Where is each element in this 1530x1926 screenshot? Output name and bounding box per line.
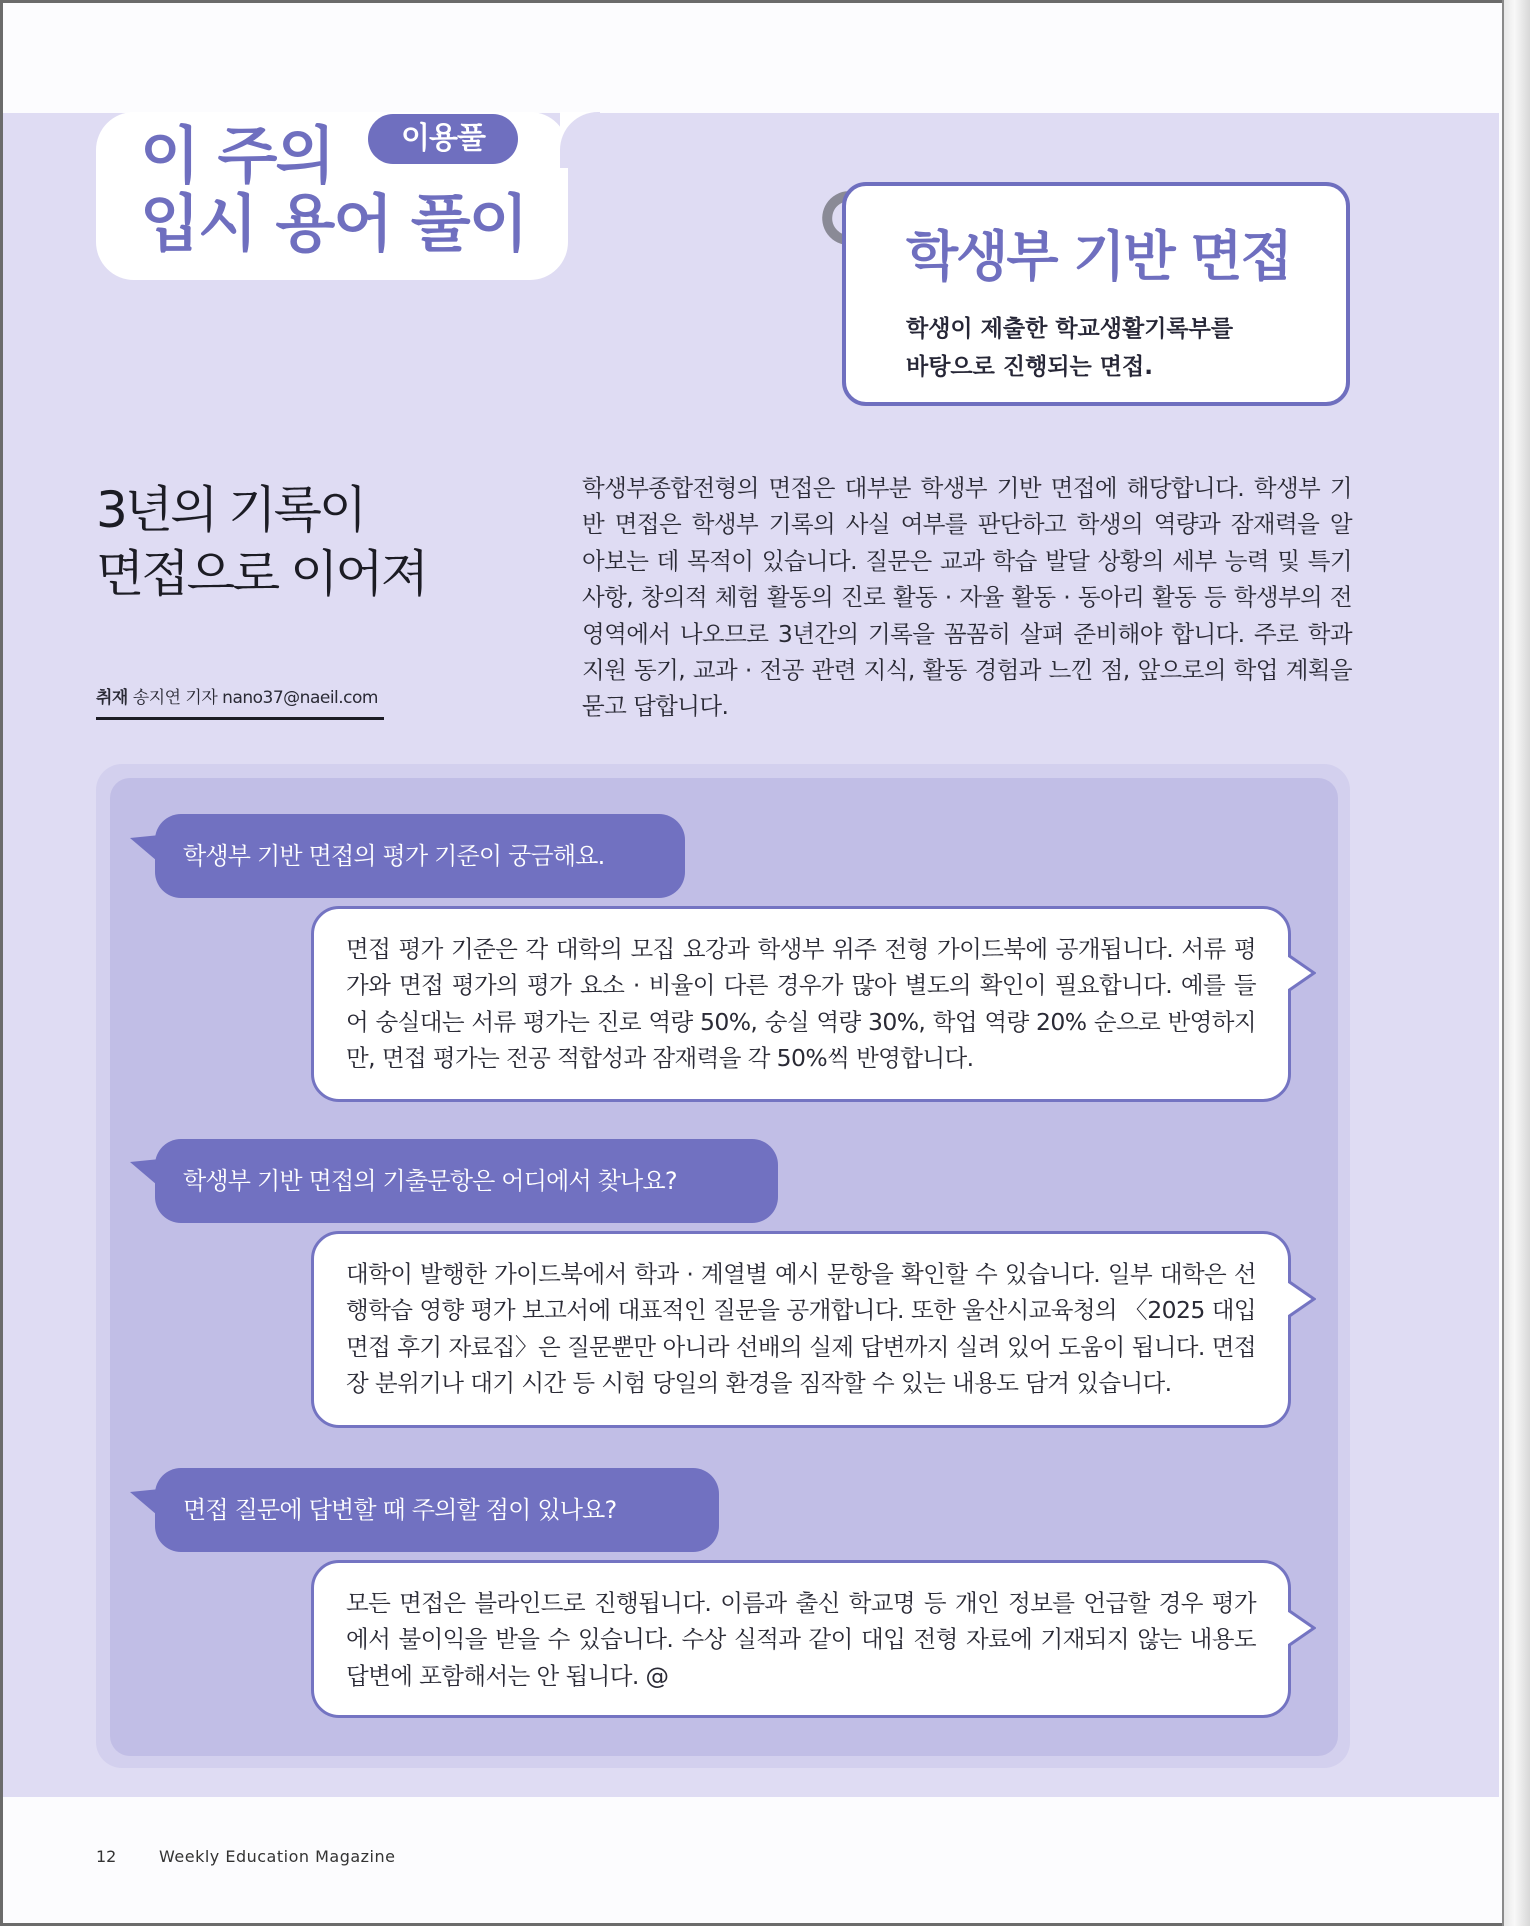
answer-line: 어 숭실대는 서류 평가는 진로 역량 50%, 숭실 역량 30%, 학업 역량 20% 순으로 반영하지	[346, 1007, 1256, 1036]
intro-line: 학생부종합전형의 면접은 대부분 학생부 기반 면접에 해당합니다. 학생부 기	[582, 474, 1352, 502]
series-title-line2: 입시 용어 풀이	[140, 187, 527, 260]
term-title: 학생부 기반 면접	[906, 225, 1291, 288]
answer-line: 답변에 포함해서는 안 됩니다. @	[346, 1661, 669, 1690]
answer-line: 가와 면접 평가의 평가 요소 · 비율이 다른 경우가 많아 별도의 확인이 필요합니다. 예를 들	[346, 971, 1256, 1000]
answer-line: 모든 면접은 블라인드로 진행됩니다. 이름과 출신 학교명 등 개인 정보를 언급할 경우 평가	[346, 1589, 1256, 1617]
answer-bubble	[311, 1560, 1291, 1718]
answer-line: 행학습 영향 평가 보고서에 대표적인 질문을 공개합니다. 또한 울산시교육청의 〈2025 대입	[346, 1296, 1256, 1325]
answer-bubble-tail	[1288, 1608, 1316, 1648]
answer-bubble	[311, 1231, 1291, 1428]
series-tab-corner	[560, 112, 600, 168]
intro-line: 지원 동기, 교과 · 전공 관련 지식, 활동 경험과 느낀 점, 앞으로의 학업 계획을	[582, 656, 1352, 685]
series-badge: 이용풀	[368, 114, 518, 164]
intro-line: 사항, 창의적 체험 활동의 진로 활동 · 자율 활동 · 동아리 활동 등 학생부의 전	[582, 583, 1352, 612]
term-card	[842, 182, 1350, 406]
series-title-line1: 이 주의	[140, 119, 334, 192]
answer-line: 대학이 발행한 가이드북에서 학과 · 계열별 예시 문항을 확인할 수 있습니다. 일부 대학은 선	[346, 1260, 1256, 1288]
question-bubble: 면접 질문에 답변할 때 주의할 점이 있나요?	[155, 1468, 719, 1552]
question-bubble: 학생부 기반 면접의 기출문항은 어디에서 찾나요?	[155, 1139, 778, 1223]
headline-line2: 면접으로 이어져	[96, 545, 426, 603]
page-number: 12	[96, 1847, 117, 1866]
intro-line: 반 면접은 학생부 기록의 사실 여부를 판단하고 학생의 역량과 잠재력을 알	[582, 510, 1352, 539]
byline-label: 취재	[96, 688, 128, 708]
answer-bubble	[311, 906, 1291, 1102]
term-definition-line: 바탕으로 진행되는 면접.	[906, 354, 1153, 380]
intro-line: 묻고 답합니다.	[582, 692, 729, 721]
intro-line: 영역에서 나오므로 3년간의 기록을 꼼꼼히 살펴 준비해야 합니다. 주로 학과	[582, 619, 1352, 648]
answer-line: 장 분위기나 대기 시간 등 시험 당일의 환경을 짐작할 수 있는 내용도 담겨 있습니다.	[346, 1369, 1172, 1398]
intro-line: 아보는 데 목적이 있습니다. 질문은 교과 학습 발달 상황의 세부 능력 및 특기	[582, 546, 1352, 575]
byline-reporter: 송지연 기자 nano37@naeil.com	[132, 688, 378, 708]
headline-line1: 3년의 기록이	[96, 481, 365, 539]
answer-bubble-tail	[1288, 1279, 1316, 1319]
term-definition-line: 학생이 제출한 학교생활기록부를	[906, 316, 1234, 342]
answer-line: 면접 평가 기준은 각 대학의 모집 요강과 학생부 위주 전형 가이드북에 공개됩니다. 서류 평	[346, 935, 1256, 963]
intro-paragraph	[582, 470, 1352, 725]
magazine-name: Weekly Education Magazine	[159, 1847, 396, 1866]
question-bubble: 학생부 기반 면접의 평가 기준이 궁금해요.	[155, 814, 685, 898]
answer-line: 에서 불이익을 받을 수 있습니다. 수상 실적과 같이 대입 전형 자료에 기재되지 않는 내용도	[346, 1625, 1256, 1654]
page-spine	[1502, 0, 1530, 1926]
answer-line: 만, 면접 평가는 전공 적합성과 잠재력을 각 50%씩 반영합니다.	[346, 1044, 974, 1073]
byline	[96, 683, 384, 720]
answer-line: 면접 후기 자료집〉은 질문뿐만 아니라 선배의 실제 답변까지 실려 있어 도움이 됩니다. 면접	[346, 1332, 1256, 1361]
answer-bubble-tail	[1288, 953, 1316, 993]
